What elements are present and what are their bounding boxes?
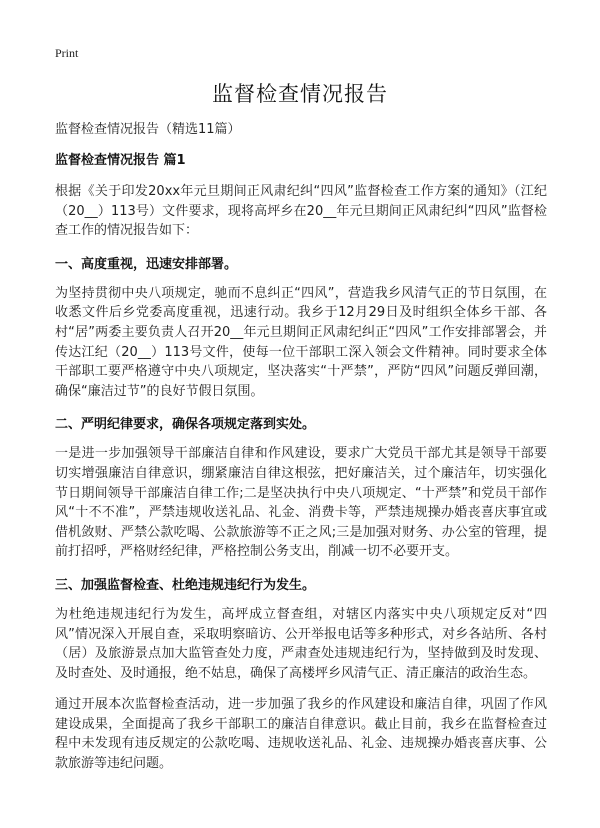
- section-heading-2: 二、严明纪律要求，确保各项规定落到实处。: [55, 417, 316, 433]
- section-3-paragraph-2: 通过开展本次监督检查活动，进一步加强了我乡的作风建设和廉洁自律，巩固了作风建设成果，全面提高了我乡干部职工的廉洁自律意识。截止目前，我乡在监督检查过程中未发现有违反规定的公款吃喝、违规收送礼品、礼金、违规操办婚丧喜庆事、公款旅游等违纪问题。: [55, 697, 547, 772]
- document-subtitle: 监督检查情况报告（精选11篇）: [55, 122, 241, 137]
- document-title: 监督检查情况报告: [212, 82, 388, 106]
- article-body: [55, 149, 547, 786]
- section-heading-3: 三、加强监督检查、杜绝违规违纪行为发生。: [55, 577, 316, 593]
- section-heading-1: 一、高度重视，迅速安排部署。: [55, 256, 238, 272]
- section-1-paragraph: 为坚持贯彻中央八项规定，驰而不息纠正“四风”，营造我乡风清气正的节日氛围，在收悉文件后乡党委高度重视，迅速行动。我乡于12月29日及时组织全体乡干部、各村“居”两委主要负责人召开20__年元旦期间正风肃纪纠正“四风”工作安排部署会，并传达江纪（20__）113号文件，使每一位干部职工深入领会文件精神。同时要求全体干部职工要严格遵守中央八项规定，坚决落实“十严禁”，严防“四风”问题反弹回潮，确保“廉洁过节”的良好节假日氛围。: [55, 285, 547, 399]
- print-label: Print: [55, 46, 79, 60]
- article-heading: 监督检查情况报告 篇1: [55, 153, 186, 168]
- section-3-paragraph-1: 为杜绝违规违纪行为发生，高坪成立督查组，对辖区内落实中央八项规定反对“四风”情况深入开展自查，采取明察暗访、公开举报电话等多种形式，对乡各站所、各村（居）及旅游景点加大监管查处力度，严肃查处违规违纪行为，坚持做到及时发现、及时查处、及时通报，绝不姑息，确保了高楼坪乡风清气正、清正廉洁的政治生态。: [55, 606, 547, 681]
- section-2-paragraph: 一是进一步加强领导干部廉洁自律和作风建设，要求广大党员干部尤其是领导干部要切实增强廉洁自律意识，绷紧廉洁自律这根弦，把好廉洁关，过个廉洁年，切实强化节日期间领导干部廉洁自律工作;二是坚决执行中央八项规定、“十严禁”和党员干部作风“十不不准”，严禁违规收送礼品、礼金、消费卡等，严禁违规操办婚丧喜庆事宜或借机敛财、严禁公款吃喝、公款旅游等不正之风;三是加强对财务、办公室的管理，提前打招呼，严格财经纪律，严格控制公务支出，削减一切不必要开支。: [55, 446, 547, 560]
- intro-paragraph: 根据《关于印发20xx年元旦期间正风肃纪纠“四风”监督检查工作方案的通知》（江纪（20__）113号）文件要求，现将高坪乡在20__年元旦期间正风肃纪纠“四风”监督检查工作的情况报告如下：: [55, 184, 547, 239]
